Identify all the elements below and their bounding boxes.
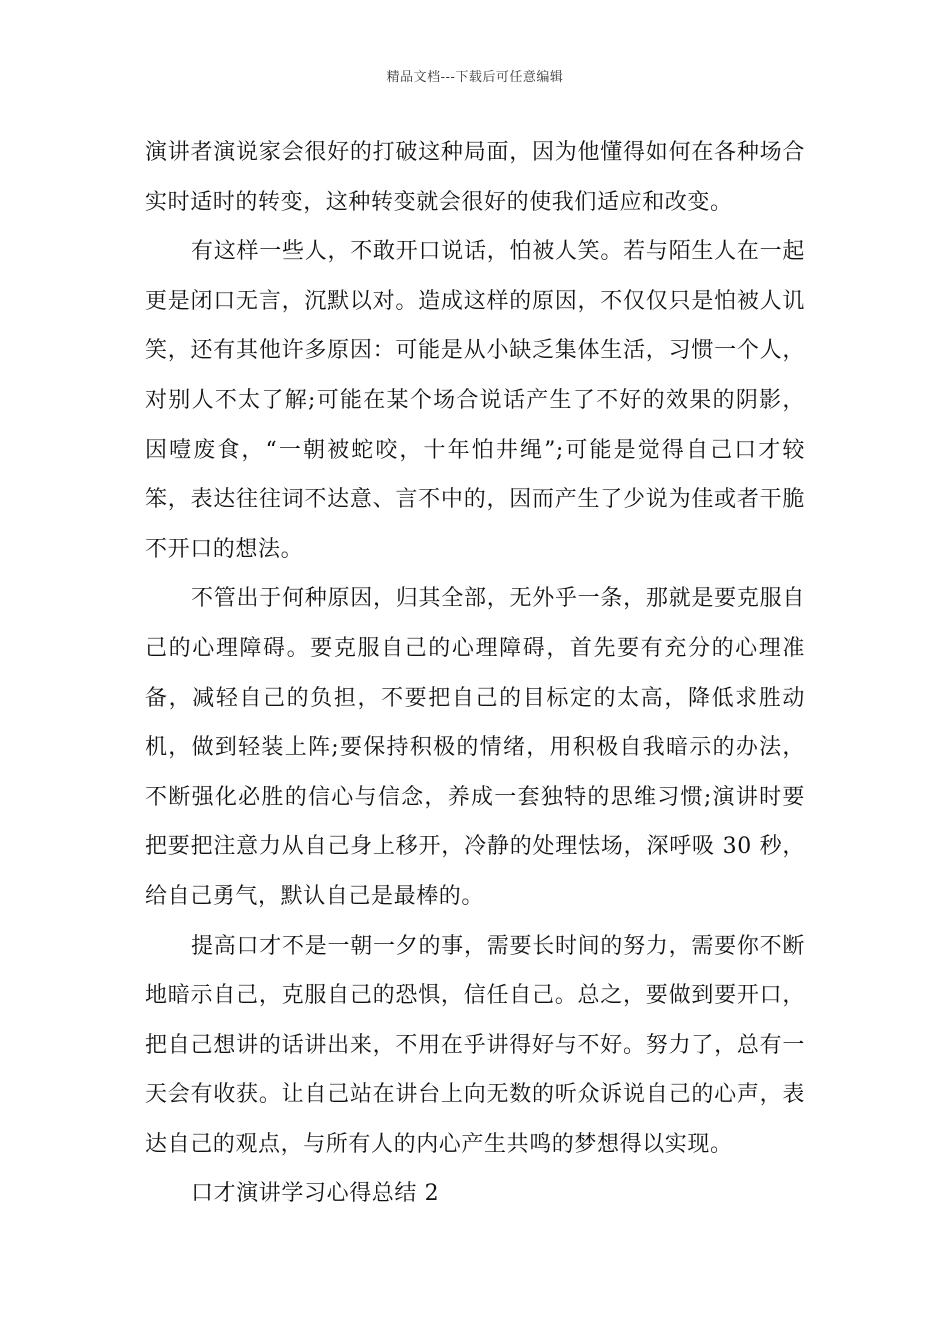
paragraph-fear-of-speaking: 有这样一些人，不敢开口说话，怕被人笑。若与陌生人在一起更是闭口无言，沉默以对。造成这样的原因，不仅仅只是怕被人讥笑，还有其他许多原因：可能是从小缺乏集体生活，习惯一个人，对别人不太了解;可能在某个场合说话产生了不好的效果的阴影，因噎废食，“一朝被蛇咬，十年怕井绳”;可能是觉得自己口才较笨，表达往往词不达意、言不中的，因而产生了少说为佳或者干脆不开口的想法。	[145, 239, 805, 562]
page-header: 精品文档---下载后可任意编辑	[386, 70, 564, 85]
paragraph-continuation: 演讲者演说家会很好的打破这种局面，因为他懂得如何在各种场合实时适时的转变，这种转变就会很好的使我们适应和改变。	[145, 140, 805, 215]
section-heading: 口才演讲学习心得总结 2	[191, 1181, 440, 1207]
paragraph-overcome-barriers: 不管出于何种原因，归其全部，无外乎一条，那就是要克服自己的心理障碍。要克服自己的心理障碍，首先要有充分的心理准备，减轻自己的负担，不要把自己的目标定的太高，降低求胜动机，做到轻装上阵;要保持积极的情绪，用积极自我暗示的办法，不断强化必胜的信心与信念，养成一套独特的思维习惯;演讲时要把要把注意力从自己身上移开，冷静的处理怯场，深呼吸 30 秒，给自己勇气，默认自己是最棒的。	[145, 586, 805, 909]
document-body	[145, 128, 805, 1219]
paragraph-improve-eloquence: 提高口才不是一朝一夕的事，需要长时间的努力，需要你不断地暗示自己，克服自己的恐惧，信任自己。总之，要做到要开口，把自己想讲的话讲出来，不用在乎讲得好与不好。努力了，总有一天会有收获。让自己站在讲台上向无数的听众诉说自己的心声，表达自己的观点，与所有人的内心产生共鸣的梦想得以实现。	[145, 933, 805, 1157]
